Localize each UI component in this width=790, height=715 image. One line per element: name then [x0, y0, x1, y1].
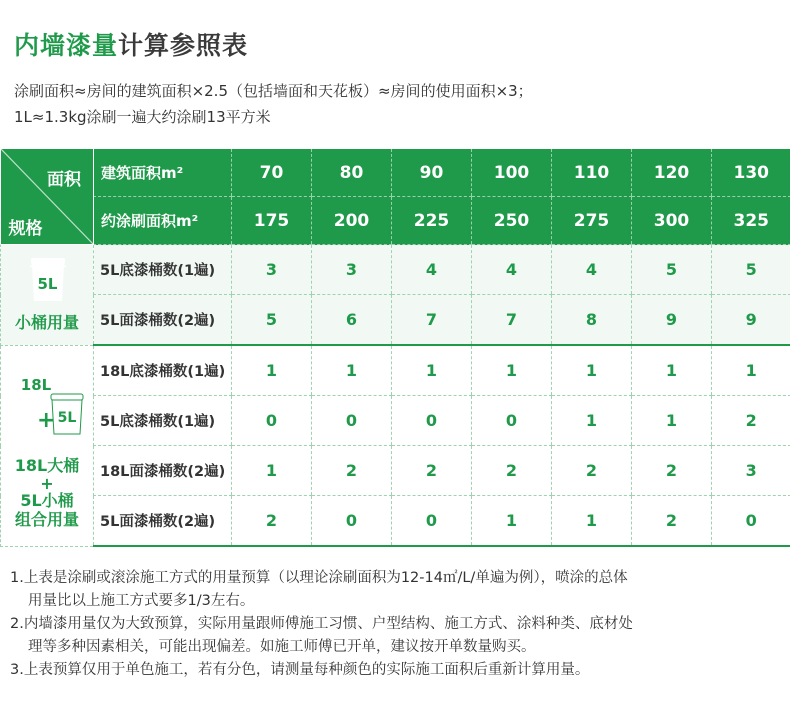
row-label: 18L底漆桶数(1遍): [94, 345, 232, 396]
page-title: [14, 26, 248, 62]
table-cell: 5: [632, 245, 712, 295]
table-cell: 1: [392, 345, 472, 396]
building-area-cell: 110: [552, 149, 632, 197]
table-cell: 0: [312, 496, 392, 547]
table-cell: 1: [312, 345, 392, 396]
table-cell: 2: [632, 446, 712, 496]
note-2: [10, 613, 782, 659]
table-cell: 1: [472, 345, 552, 396]
table-cell: 2: [632, 496, 712, 547]
group-caption-combo-1: 18L大桶: [14, 455, 80, 475]
header-row-building-area: [1, 149, 790, 197]
building-area-cell: 80: [312, 149, 392, 197]
table-row: [1, 245, 790, 295]
table-cell: 2: [312, 446, 392, 496]
table-row: [1, 345, 790, 396]
group-caption-small: 小桶用量: [14, 313, 79, 332]
header-row-paint-area: [1, 197, 790, 245]
table-cell: 3: [312, 245, 392, 295]
table-cell: 2: [392, 446, 472, 496]
table-cell: 1: [472, 496, 552, 547]
table-cell: 1: [552, 496, 632, 547]
table-cell: 0: [472, 396, 552, 446]
table-cell: 3: [232, 245, 312, 295]
table-row: [1, 446, 790, 496]
title-highlight: 内墙漆量: [14, 31, 119, 60]
table-cell: 2: [552, 446, 632, 496]
group-combo-bucket: [1, 345, 94, 546]
table-cell: 1: [552, 396, 632, 446]
table-row: [1, 295, 790, 346]
table-cell: 0: [312, 396, 392, 446]
paint-area-cell: 225: [392, 197, 472, 245]
row-label: 18L面漆桶数(2遍): [94, 446, 232, 496]
building-area-cell: 100: [472, 149, 552, 197]
plus-icon: +: [37, 407, 56, 433]
table-cell: 0: [392, 496, 472, 547]
note-2-line-1: 2.内墙漆用量仅为大致预算，实际用量跟师傅施工习惯、户型结构、施工方式、涂料种类、底材处: [10, 616, 633, 632]
table-cell: 7: [392, 295, 472, 346]
table-cell: 1: [232, 446, 312, 496]
header-corner: [1, 149, 94, 245]
group-caption-combo-3: 5L小桶: [20, 490, 74, 510]
table-cell: 2: [472, 446, 552, 496]
table-cell: 5: [232, 295, 312, 346]
notes: [10, 567, 782, 682]
row-label: 5L面漆桶数(2遍): [94, 295, 232, 346]
group-caption-combo-2: +: [40, 473, 54, 493]
paint-area-cell: 250: [472, 197, 552, 245]
table-cell: 9: [712, 295, 790, 346]
table-cell: 1: [712, 345, 790, 396]
group-caption-combo-4: 组合用量: [14, 509, 79, 529]
building-area-cell: 90: [392, 149, 472, 197]
building-area-cell: 130: [712, 149, 790, 197]
table-row: [1, 396, 790, 446]
building-area-cell: 70: [232, 149, 312, 197]
table-cell: 0: [712, 496, 790, 547]
table-cell: 4: [392, 245, 472, 295]
table-cell: 1: [632, 345, 712, 396]
corner-area-label: 面积: [47, 170, 81, 190]
row-label: 5L底漆桶数(1遍): [94, 396, 232, 446]
group-small-bucket: [1, 245, 94, 346]
bucket-5l-small-label: 5L: [57, 409, 77, 426]
table-cell: 9: [632, 295, 712, 346]
building-area-cell: 120: [632, 149, 712, 197]
note-1-line-2: 用量比以上施工方式要多1/3左右。: [28, 593, 255, 609]
table-cell: 7: [472, 295, 552, 346]
table-row: [1, 496, 790, 547]
paint-area-cell: 200: [312, 197, 392, 245]
paint-table: [0, 149, 790, 547]
note-2-line-2: 理等多种因素相关，可能出现偏差。如施工师傅已开单，建议按开单数量购买。: [28, 639, 536, 655]
paint-area-cell: 325: [712, 197, 790, 245]
intro-line-2: 1L≈1.3kg涂刷一遍大约涂刷13平方米: [14, 108, 271, 126]
note-3: [10, 659, 782, 682]
table-cell: 2: [712, 396, 790, 446]
row-label-building-area: 建筑面积m²: [94, 149, 232, 197]
table-cell: 4: [472, 245, 552, 295]
note-3-line-1: 3.上表预算仅用于单色施工，若有分色，请测量每种颜色的实际施工面积后重新计算用量。: [10, 662, 590, 678]
row-label: 5L面漆桶数(2遍): [94, 496, 232, 547]
corner-spec-label: 规格: [8, 219, 43, 239]
table-cell: 4: [552, 245, 632, 295]
note-1-line-1: 1.上表是涂刷或滚涂施工方式的用量预算（以理论涂刷面积为12-14㎡/L/单遍为例），喷涂的总体: [10, 570, 628, 586]
row-label: 5L底漆桶数(1遍): [94, 245, 232, 295]
table-cell: 5: [712, 245, 790, 295]
bucket-18l-label: 18L: [20, 375, 52, 394]
table-cell: 8: [552, 295, 632, 346]
title-rest: 计算参照表: [118, 31, 249, 60]
table-cell: 0: [392, 396, 472, 446]
intro-text: [14, 78, 533, 130]
bucket-5l-label: 5L: [37, 275, 58, 293]
table-cell: 1: [632, 396, 712, 446]
intro-line-1: 涂刷面积≈房间的建筑面积×2.5（包括墙面和天花板）≈房间的使用面积×3；: [14, 82, 533, 100]
row-label-paint-area: 约涂刷面积m²: [94, 197, 232, 245]
table-cell: 3: [712, 446, 790, 496]
paint-area-cell: 275: [552, 197, 632, 245]
note-1: [10, 567, 782, 613]
table-cell: 2: [232, 496, 312, 547]
paint-area-cell: 300: [632, 197, 712, 245]
table-cell: 0: [232, 396, 312, 446]
table-cell: 1: [552, 345, 632, 396]
table-cell: 1: [232, 345, 312, 396]
paint-area-cell: 175: [232, 197, 312, 245]
table-cell: 6: [312, 295, 392, 346]
